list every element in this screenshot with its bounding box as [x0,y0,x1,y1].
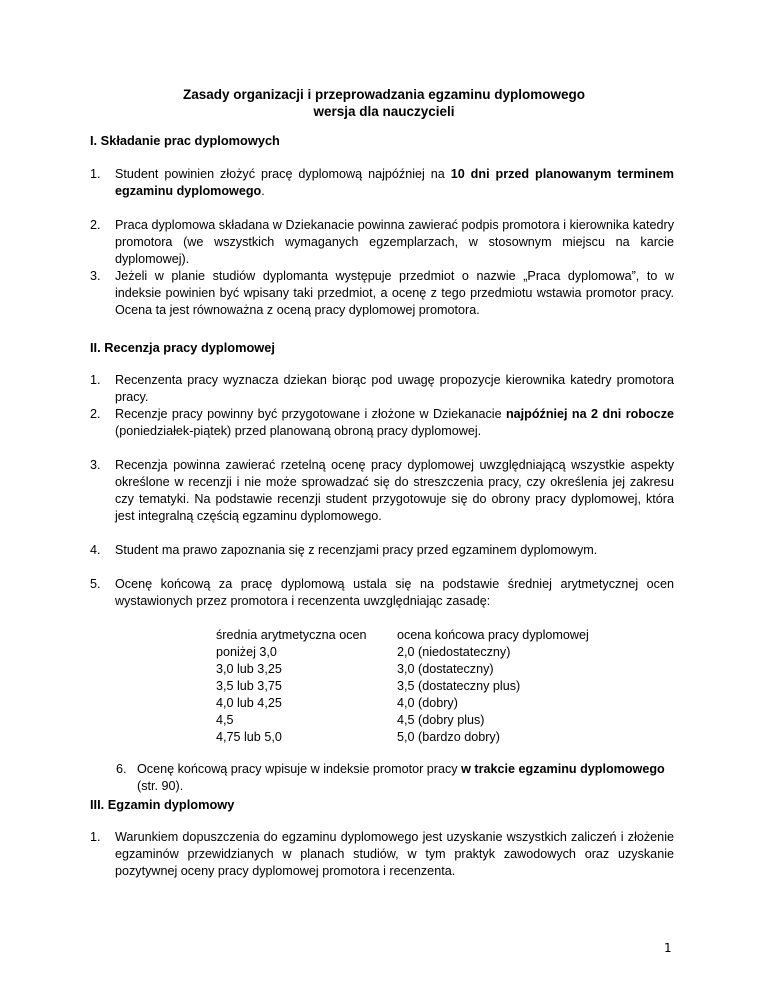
grade-final-value: 3,0 (dostateczny) [397,662,494,676]
list-number: 1. [90,830,101,844]
list-item [90,372,674,406]
section-heading-1: I. Składanie prac dyplomowych [90,133,280,148]
list-item [90,542,674,559]
grade-column-header: ocena końcowa pracy dyplomowej [397,628,589,642]
grade-average-value: poniżej 3,0 [216,645,277,659]
list-text: Recenzenta pracy wyznacza dziekan biorąc pod uwagę propozycje kierownika katedry promotora pracy. [115,373,674,404]
list-number: 1. [90,167,101,181]
grade-final-value: 5,0 (bardzo dobry) [397,730,500,744]
list-number: 4. [90,543,101,557]
list-number: 1. [90,373,101,387]
grade-average-value: 3,5 lub 3,75 [216,679,282,693]
list-text: Recenzja powinna zawierać rzetelną ocenę pracy dyplomowej uwzględniającą wszystkie aspekty określone w recenzji i nie może sprowadzać się do streszczenia pracy, czy określenia jej zakresu czy tematyki. Na podstawie recenzji student przygotowuje się do obrony pracy dyplomowej, która jest integralną częścią egzaminu dyplomowego. [115,458,674,523]
document-title-line1: Zasady organizacji i przeprowadzania egzaminu dyplomowego [182,87,586,102]
list-text: Recenzje pracy powinny być przygotowane i złożone w Dziekanacie najpóźniej na 2 dni robocze (poniedziałek-piątek) przed planowaną obroną pracy dyplomowej. [115,407,674,438]
list-text: Ocenę końcową za pracę dyplomową ustala się na podstawie średniej arytmetycznej ocen wystawionych przez promotora i recenzenta uwzględniając zasadę: [115,577,674,608]
grade-final-value: 4,5 (dobry plus) [397,713,485,727]
section-heading-2: II. Recenzja pracy dyplomowej [90,340,275,355]
list-text: Praca dyplomowa składana w Dziekanacie powinna zawierać podpis promotora i kierownika katedry promotora (we wszystkich wymaganych egzemplarzach, w stosownym miejscu na karcie dyplomowej). [115,218,674,266]
list-text: Student ma prawo zapoznania się z recenzjami pracy przed egzaminem dyplomowym. [115,543,598,557]
list-item [90,268,674,319]
list-number: 3. [90,458,101,472]
list-text: Warunkiem dopuszczenia do egzaminu dyplomowego jest uzyskanie wszystkich zaliczeń i złożenie egzaminów przewidzianych w planach studiów, w tym praktyk zawodowych oraz uzyskanie pozytywnej oceny pracy dyplomowej promotora i recenzenta. [115,830,674,878]
grade-average-column [216,627,416,746]
list-item [90,217,674,268]
list-number: 2. [90,407,101,421]
grade-final-column [397,627,627,746]
grade-average-value: 4,5 [216,713,234,727]
section-heading-3: III. Egzamin dyplomowy [90,797,235,812]
list-number: 6. [116,762,127,776]
list-item [90,457,674,525]
list-text: Ocenę końcową pracy wpisuje w indeksie promotor pracy w trakcie egzaminu dyplomowego (str. 90). [137,762,665,793]
grade-final-value: 2,0 (niedostateczny) [397,645,511,659]
list-number: 2. [90,218,101,232]
grade-average-value: 4,75 lub 5,0 [216,730,282,744]
list-item [90,406,674,440]
list-item [90,829,674,880]
bold-deadline: w trakcie egzaminu dyplomowego [461,762,665,776]
grade-final-value: 4,0 (dobry) [397,696,458,710]
list-item [90,166,674,200]
grade-average-value: 3,0 lub 3,25 [216,662,282,676]
bold-deadline: 10 dni przed planowanym terminem egzaminu dyplomowego [115,167,674,198]
page-number: 1 [664,941,672,955]
list-item [116,761,676,795]
list-item [90,576,674,610]
grade-average-value: 4,0 lub 4,25 [216,696,282,710]
grade-final-value: 3,5 (dostateczny plus) [397,679,521,693]
list-number: 5. [90,577,101,591]
list-text: Student powinien złożyć pracę dyplomową najpóźniej na 10 dni przed planowanym terminem egzaminu dyplomowego. [115,167,674,198]
list-number: 3. [90,269,101,283]
document-title-line2: wersja dla nauczycieli [313,104,455,119]
bold-deadline: najpóźniej na 2 dni robocze [505,407,674,421]
list-text: Jeżeli w planie studiów dyplomanta występuje przedmiot o nazwie „Praca dyplomowa”, to w indeksie powinien być wpisany taki przedmiot, a ocenę z tego przedmiotu wstawia promotor pracy. Ocena ta jest równoważna z oceną pracy dyplomowej promotora. [115,269,674,317]
grade-column-header: średnia arytmetyczna ocen [216,628,367,642]
